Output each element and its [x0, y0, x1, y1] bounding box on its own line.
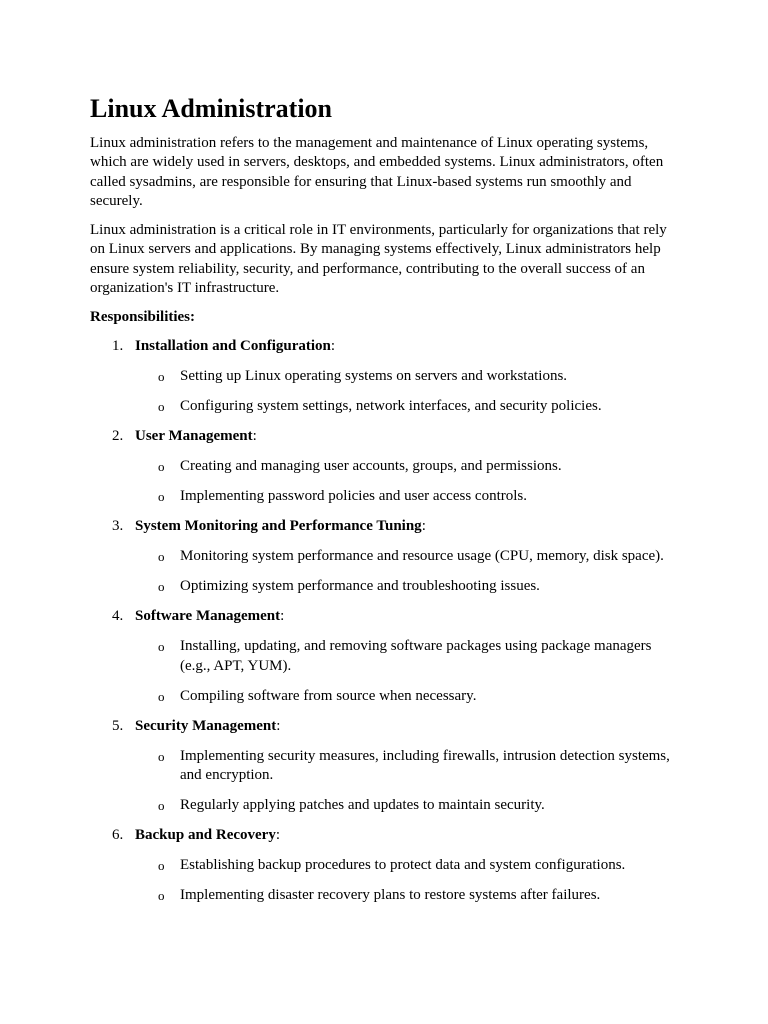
bullet-icon: o: [158, 748, 165, 764]
bullet-icon: o: [158, 489, 165, 505]
list-number: 6.: [112, 827, 124, 844]
responsibility-colon: :: [276, 717, 281, 734]
responsibility-item-installation: [90, 337, 678, 417]
responsibility-item-security: [90, 717, 678, 816]
list-item: [90, 487, 678, 507]
responsibility-item-backup: [90, 826, 678, 906]
document-title: Linux Administration: [90, 94, 333, 123]
responsibility-heading: [90, 517, 678, 536]
responsibilities-heading: Responsibilities:: [90, 309, 196, 326]
responsibility-colon: :: [252, 428, 257, 445]
intro-paragraph: Linux administration refers to the management and maintenance of Linux operating systems, which are widely used in servers, desktops, and embedded systems. Linux administrators, often called sysadmins, are responsible for ensuring that Linux-based systems run smoothly and securely.: [90, 135, 664, 209]
responsibility-item-user-management: [90, 427, 678, 507]
sub-list: [90, 547, 678, 597]
bullet-icon: o: [158, 549, 165, 565]
role-paragraph: Linux administration is a critical role in IT environments, particularly for organizations that rely on Linux servers and applications. By managing systems effectively, Linux administrators help ensure system reliability, security, and performance, contributing to the overall success of an organization's IT infrastructure.: [90, 222, 667, 297]
bullet-icon: o: [158, 399, 165, 415]
bullet-icon: o: [158, 639, 165, 655]
responsibility-heading: [90, 607, 678, 626]
responsibility-heading: [90, 717, 678, 736]
list-item: [90, 577, 678, 597]
list-item-text: Establishing backup procedures to protect data and system configurations.: [180, 857, 626, 874]
list-item-text: Creating and managing user accounts, groups, and permissions.: [180, 458, 562, 475]
bullet-icon: o: [158, 688, 165, 704]
list-number: 2.: [112, 428, 124, 445]
list-item-text: Monitoring system performance and resource usage (CPU, memory, disk space).: [180, 548, 664, 565]
list-item: [90, 747, 678, 786]
responsibility-heading: [90, 826, 678, 845]
list-number: 3.: [112, 518, 124, 535]
list-item-text: Configuring system settings, network interfaces, and security policies.: [180, 398, 602, 415]
responsibility-item-software: [90, 607, 678, 706]
responsibility-name: User Management: [135, 428, 253, 445]
list-item-text: Compiling software from source when necessary.: [180, 687, 477, 704]
bullet-icon: o: [158, 459, 165, 475]
sub-list: [90, 637, 678, 706]
responsibility-name: Software Management: [135, 608, 281, 625]
list-item-text: Setting up Linux operating systems on servers and workstations.: [180, 368, 568, 385]
responsibility-name: Security Management: [135, 717, 277, 734]
responsibility-colon: :: [330, 338, 336, 355]
list-item-text: Implementing security measures, including firewalls, intrusion detection systems, and encryption.: [180, 747, 670, 784]
list-number: 5.: [112, 717, 124, 734]
responsibility-name: Installation and Configuration: [135, 338, 331, 355]
list-item-text: Implementing password policies and user access controls.: [180, 488, 527, 505]
list-item: [90, 457, 678, 477]
list-item: [90, 856, 678, 876]
bullet-icon: o: [158, 369, 165, 385]
list-number: 1.: [112, 338, 124, 355]
responsibility-name: Backup and Recovery: [135, 827, 276, 844]
list-item: [90, 397, 678, 417]
bullet-icon: o: [158, 798, 165, 814]
responsibility-colon: :: [275, 827, 281, 844]
bullet-icon: o: [158, 579, 165, 595]
sub-list: [90, 747, 678, 816]
list-item: [90, 367, 678, 387]
list-item: [90, 796, 678, 816]
bullet-icon: o: [158, 888, 165, 904]
responsibilities-list: [90, 337, 678, 906]
responsibility-heading: [90, 427, 678, 446]
responsibility-colon: :: [421, 518, 426, 535]
sub-list: [90, 367, 678, 417]
responsibility-name: System Monitoring and Performance Tuning: [135, 518, 422, 535]
sub-list: [90, 856, 678, 906]
responsibility-item-monitoring: [90, 517, 678, 597]
bullet-icon: o: [158, 858, 165, 874]
responsibility-colon: :: [280, 608, 285, 625]
list-number: 4.: [112, 608, 124, 625]
list-item-text: Optimizing system performance and troubleshooting issues.: [180, 578, 540, 595]
list-item: [90, 687, 678, 707]
list-item-text: Implementing disaster recovery plans to restore systems after failures.: [180, 887, 601, 904]
list-item: [90, 637, 678, 676]
list-item-text: Installing, updating, and removing software packages using package managers (e.g., APT, YUM).: [180, 638, 652, 674]
list-item: [90, 547, 678, 567]
list-item: [90, 886, 678, 906]
responsibility-heading: [90, 337, 678, 356]
sub-list: [90, 457, 678, 507]
list-item-text: Regularly applying patches and updates to maintain security.: [180, 797, 545, 814]
